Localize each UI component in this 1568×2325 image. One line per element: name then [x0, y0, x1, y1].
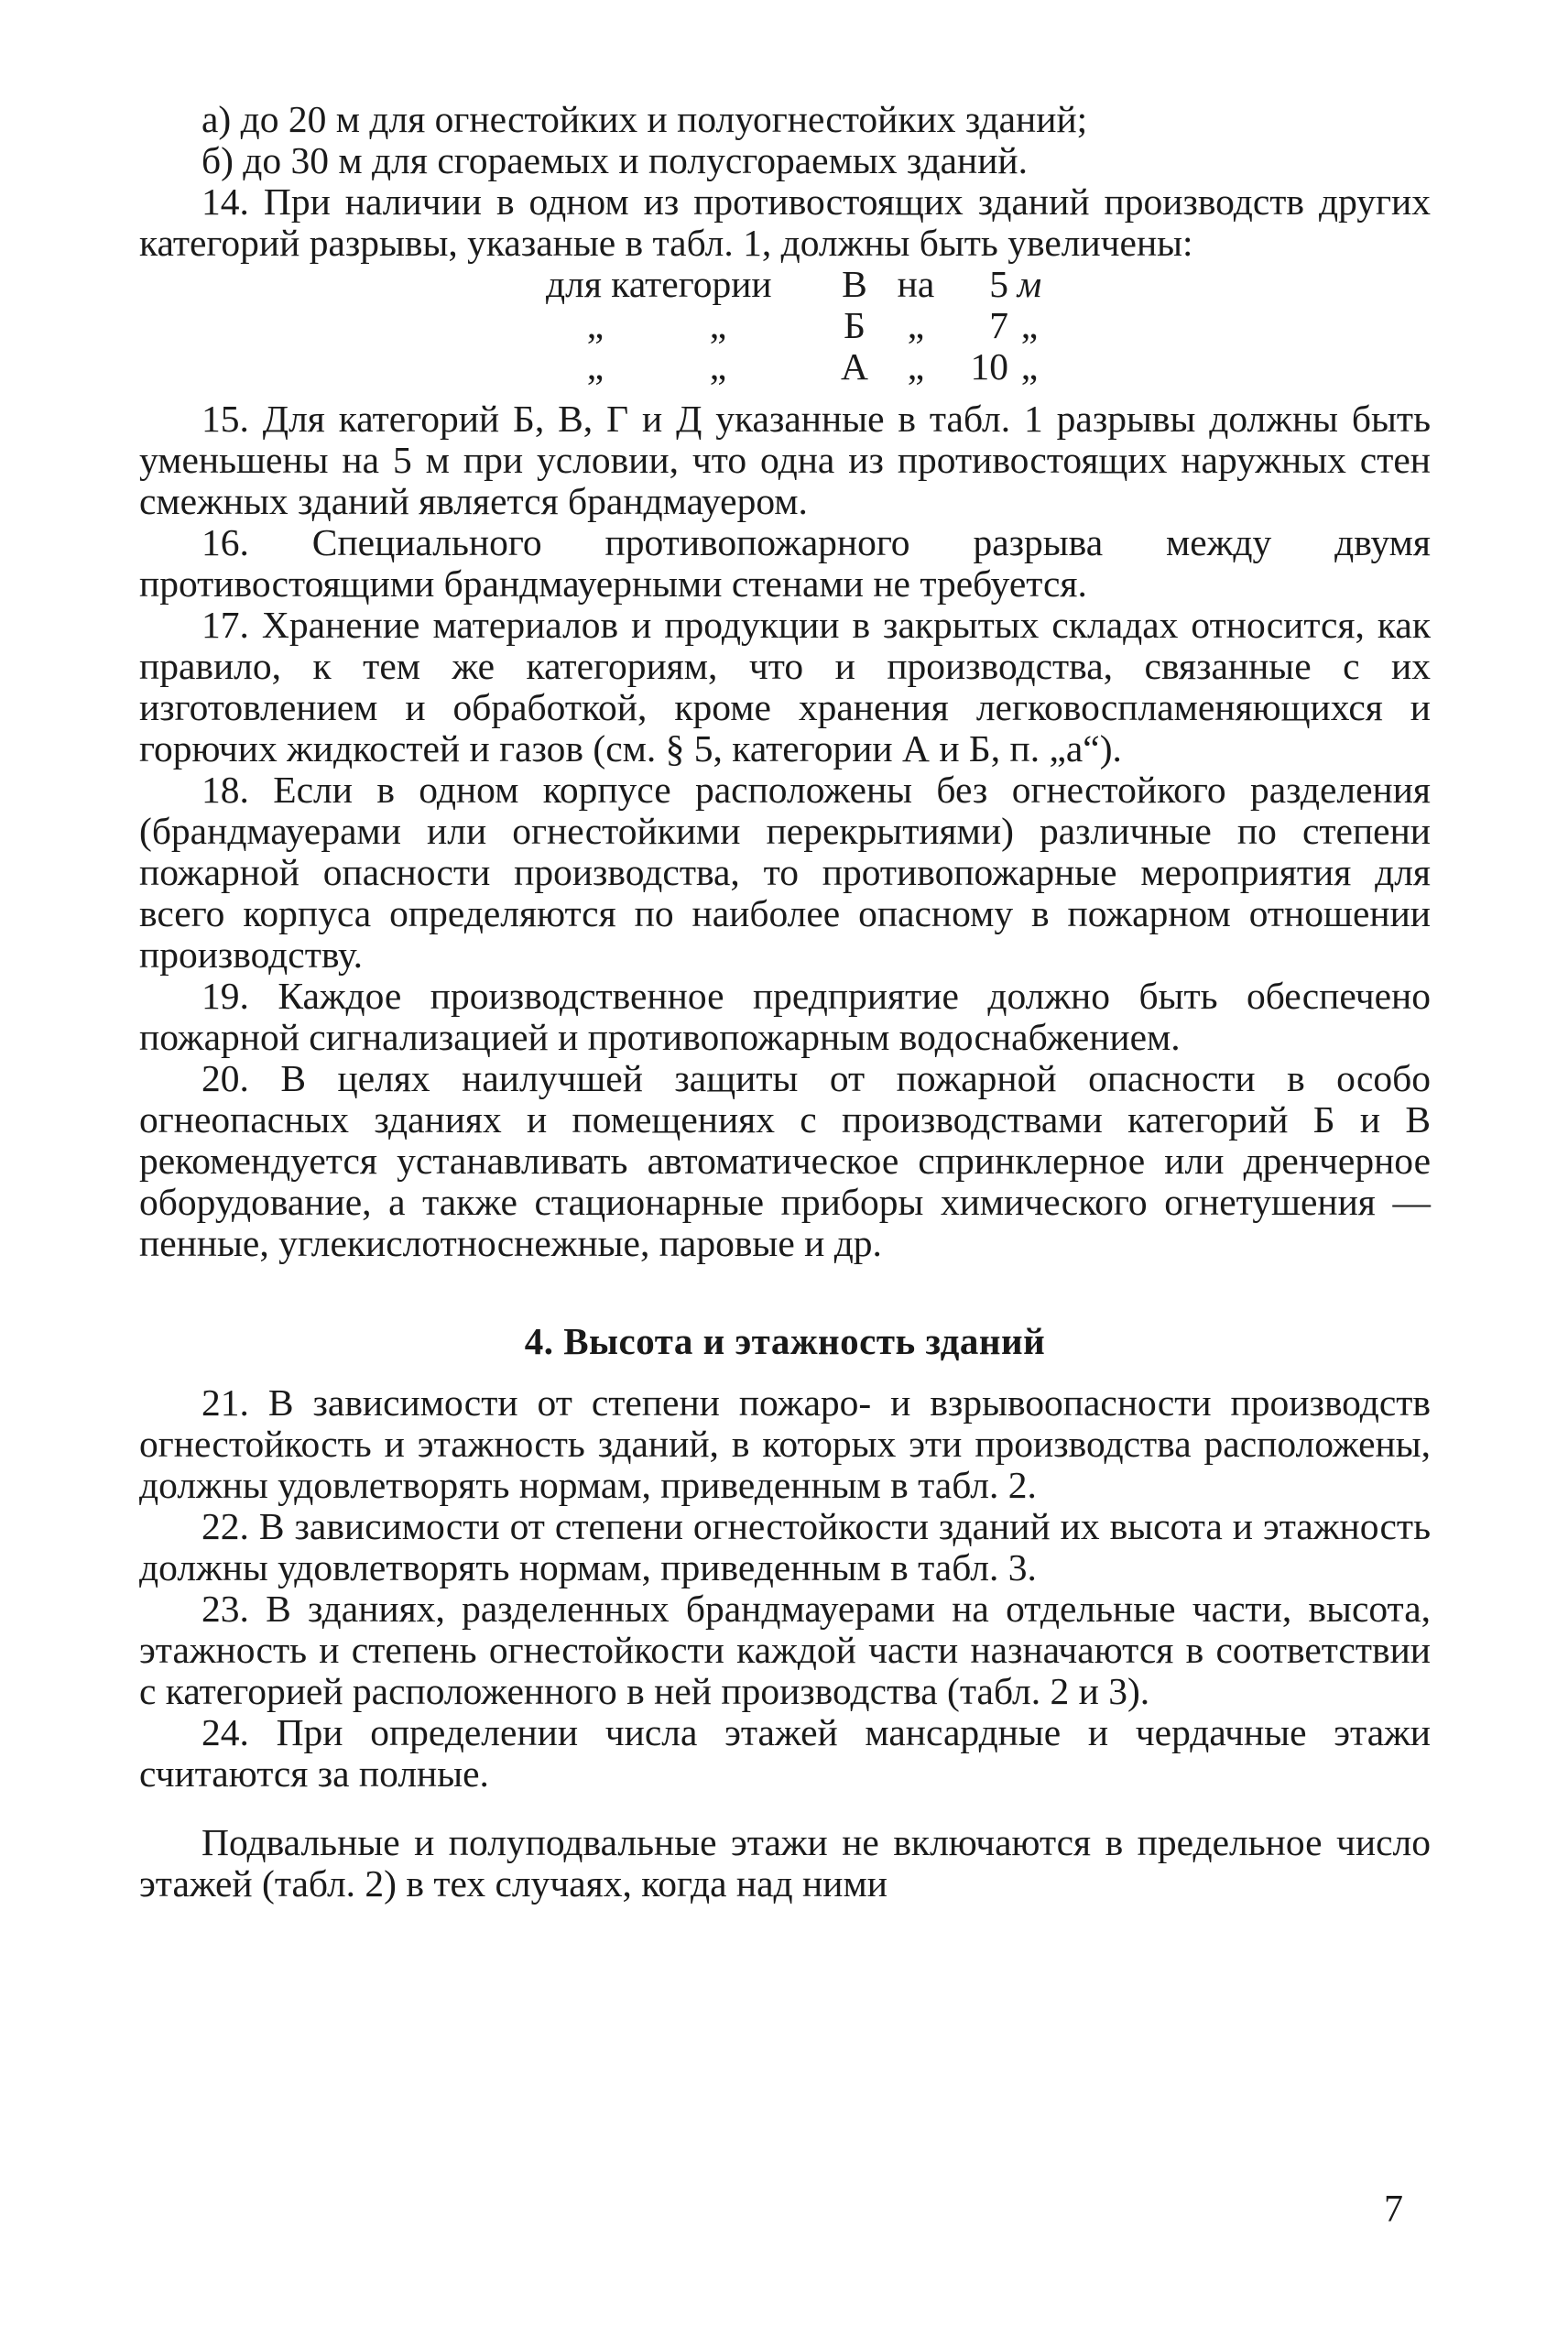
body-text: [139, 99, 1431, 1905]
row-category: В: [842, 263, 867, 305]
increase-row: [139, 305, 1431, 346]
paragraph-22: 22. В зависимости от степени огнестойкости зданий их высота и этажность должны удовлетворять нормам, приведенным в табл. 3.: [139, 1505, 1431, 1588]
row-na: на: [897, 263, 935, 305]
paragraph-16: 16. Специального противопожарного разрыва между двумя противостоящими брандмауерными стенами не требуется.: [139, 521, 1431, 605]
row-unit: „: [1020, 345, 1039, 388]
row-na: „: [907, 345, 925, 388]
row-ditto: „: [586, 304, 604, 346]
row-ditto: „: [709, 345, 727, 388]
row-unit: „: [1020, 304, 1039, 346]
list-item-a: а) до 20 м для огнестойких и полуогнестойких зданий;: [201, 98, 1088, 140]
paragraph-21: 21. В зависимости от степени пожаро- и взрывоопасности производств огнестойкость и этажность зданий, в которых эти производства расположены, должны удовлетворять нормам, приведенным в табл. 2.: [139, 1381, 1431, 1506]
category-increase-list: [139, 264, 1431, 388]
row-ditto: „: [709, 304, 727, 346]
paragraph-23: 23. В зданиях, разделенных брандмауерами на отдельные части, высота, этажность и степень огнестойкости каждой части назначаются в соответствии с категорией расположенного в ней производства (табл. 2 и 3).: [139, 1588, 1431, 1712]
row-unit: м: [1017, 263, 1042, 305]
list-item-b: б) до 30 м для сгораемых и полусгораемых зданий.: [201, 139, 1029, 181]
row-value: 5: [989, 263, 1008, 305]
paragraph-14: 14. При наличии в одном из противостоящих зданий производств других категорий разрывы, указаные в табл. 1, должны быть увеличены:: [139, 180, 1431, 264]
paragraph-24-continued: Подвальные и полуподвальные этажи не включаются в предельное число этажей (табл. 2) в тех случаях, когда над ними: [139, 1821, 1431, 1905]
row-prefix: для категории: [546, 263, 772, 305]
row-value: 10: [970, 345, 1008, 388]
paragraph-19: 19. Каждое производственное предприятие должно быть обеспечено пожарной сигнализацией и противопожарным водоснабжением.: [139, 975, 1431, 1058]
increase-row: [139, 346, 1431, 388]
paragraph-18: 18. Если в одном корпусе расположены без огнестойкого разделения (брандмауерами или огнестойкими перекрытиями) различные по степени пожарной опасности производства, то противопожарные мероприятия для всего корпуса определяются по наиболее опасному в пожарном отношении производству.: [139, 769, 1431, 976]
paragraph-20: 20. В целях наилучшей защиты от пожарной опасности в особо огнеопасных зданиях и помещениях с производствами категорий Б и В рекомендуется устанавливать автоматическое спринклерное или дренчерное оборудование, а также стационарные приборы химического огнетушения — пенные, углекислотноснежные, паровые и др.: [139, 1057, 1431, 1264]
row-na: „: [907, 304, 925, 346]
paragraph-17: 17. Хранение материалов и продукции в закрытых складах относится, как правило, к тем же категориям, что и производства, связанные с их изготовлением и обработкой, кроме хранения легковоспламеняющихся и горючих жидкостей и газов (см. § 5, категории А и Б, п. „а“).: [139, 604, 1431, 770]
increase-row: [139, 264, 1431, 305]
row-category: Б: [844, 304, 866, 346]
row-value: 7: [989, 304, 1008, 346]
paragraph-24: 24. При определении числа этажей мансардные и чердачные этажи считаются за полные.: [139, 1711, 1431, 1795]
section-heading: 4. Высота и этажность зданий: [524, 1320, 1046, 1362]
paragraph-15: 15. Для категорий Б, В, Г и Д указанные в табл. 1 разрывы должны быть уменьшены на 5 м при условии, что одна из противостоящих наружных стен смежных зданий является брандмауером.: [139, 398, 1431, 522]
page-number: 7: [1384, 2189, 1403, 2231]
row-ditto: „: [586, 345, 604, 388]
row-category: А: [841, 345, 868, 388]
